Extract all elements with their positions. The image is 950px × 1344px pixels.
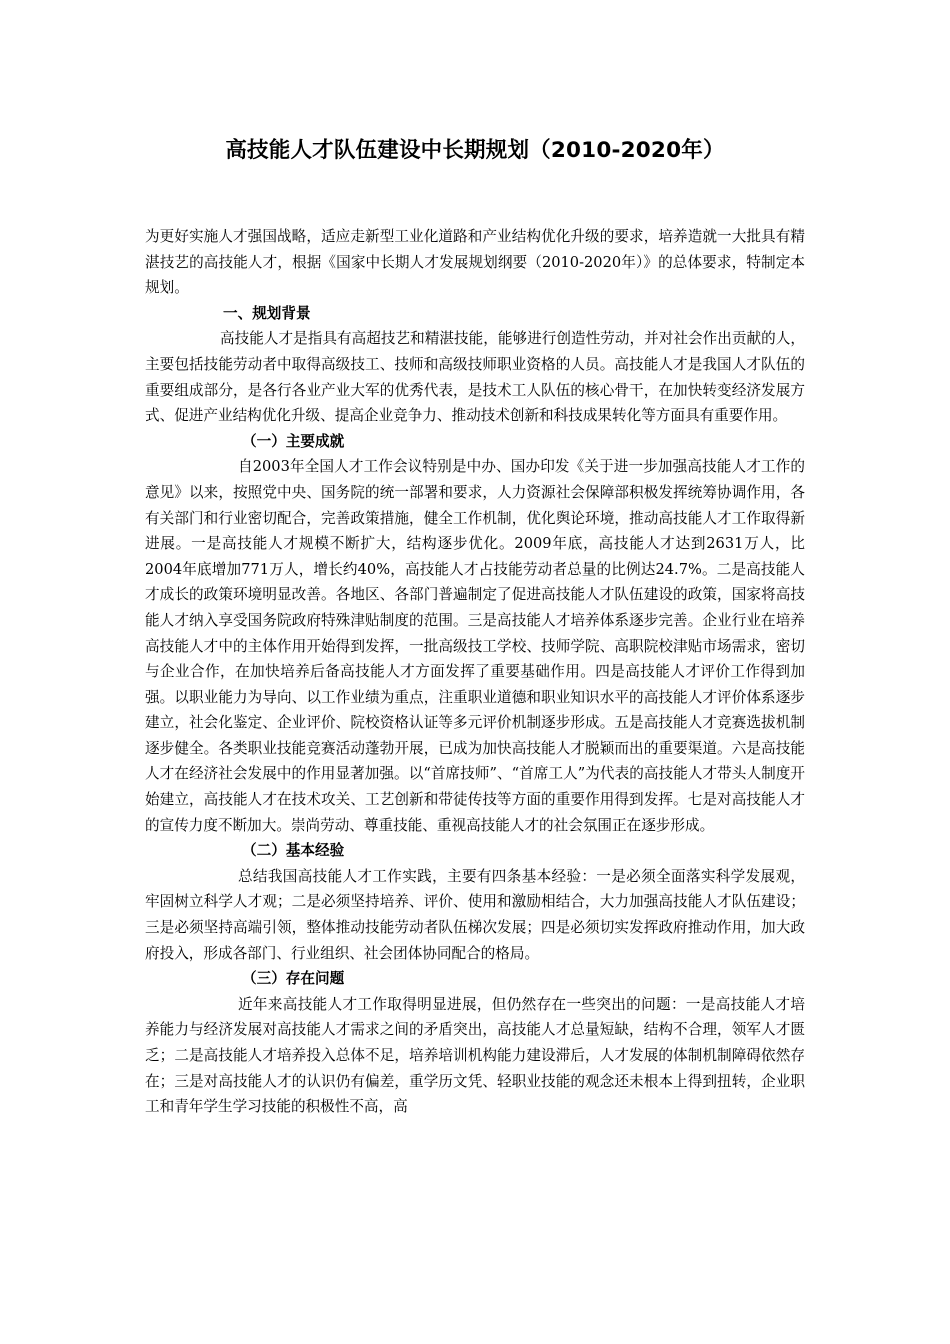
document-body — [145, 224, 805, 1120]
subsection-heading-experience: （二）基本经验 — [242, 842, 345, 860]
subsection-paragraph-problems: 近年来高技能人才工作取得明显进展，但仍然存在一些突出的问题：一是高技能人才培养能力与经济发展对高技能人才需求之间的矛盾突出，高技能人才总量短缺，结构不合理，领军人才匮乏；二是高技能人才培养投入总体不足，培养培训机构能力建设滞后，人才发展的体制机制障碍依然存在；三是对高技能人才的认识仍有偏差，重学历文凭、轻职业技能的观念还未根本上得到扭转，企业职工和青年学生学习技能的积极性不高，高 — [145, 995, 805, 1116]
section-paragraph-background: 高技能人才是指具有高超技艺和精湛技能，能够进行创造性劳动，并对社会作出贡献的人，主要包括技能劳动者中取得高级技工、技师和高级技师职业资格的人员。高技能人才是我国人才队伍的重要组成部分，是各行各业产业大军的优秀代表，是技术工人队伍的核心骨干，在加快转变经济发展方式、促进产业结构优化升级、提高企业竞争力、推动技术创新和科技成果转化等方面具有重要作用。 — [145, 330, 805, 425]
subsection-heading-achievements: （一）主要成就 — [242, 432, 345, 450]
section-heading-background: 一、规划背景 — [223, 304, 311, 322]
intro-paragraph: 为更好实施人才强国战略，适应走新型工业化道路和产业结构优化升级的要求，培养造就一大批具有精湛技艺的高技能人才，根据《国家中长期人才发展规划纲要（2010-2020年）》的总体要求，特制定本规划。 — [145, 228, 805, 297]
document-title: 高技能人才队伍建设中长期规划（2010-2020年） — [225, 138, 725, 163]
subsection-paragraph-experience: 总结我国高技能人才工作实践，主要有四条基本经验：一是必须全面落实科学发展观，牢固树立科学人才观；二是必须坚持培养、评价、使用和激励相结合，大力加强高技能人才队伍建设；三是必须坚持高端引领，整体推动技能劳动者队伍梯次发展；四是必须切实发挥政府推动作用，加大政府投入，形成各部门、行业组织、社会团体协同配合的格局。 — [145, 867, 805, 962]
subsection-heading-problems: （三）存在问题 — [242, 970, 345, 988]
subsection-paragraph-achievements: 自2003年全国人才工作会议特别是中办、国办印发《关于进一步加强高技能人才工作的意见》以来，按照党中央、国务院的统一部署和要求，人力资源社会保障部积极发挥统筹协调作用，各有关部门和行业密切配合，完善政策措施，健全工作机制，优化舆论环境，推动高技能人才工作取得新进展。一是高技能人才规模不断扩大，结构逐步优化。2009年底，高技能人才达到2631万人，比2004年底增加771万人，增长约40%，高技能人才占技能劳动者总量的比例达24.7%。二是高技能人才成长的政策环境明显改善。各地区、各部门普遍制定了促进高技能人才队伍建设的政策，国家将高技能人才纳入享受国务院政府特殊津贴制度的范围。三是高技能人才培养体系逐步完善。企业行业在培养高技能人才中的主体作用开始得到发挥，一批高级技工学校、技师学院、高职院校津贴市场需求，密切与企业合作，在加快培养后备高技能人才方面发挥了重要基础作用。四是高技能人才评价工作得到加强。以职业能力为导向、以工作业绩为重点，注重职业道德和职业知识水平的高技能人才评价体系逐步建立，社会化鉴定、企业评价、院校资格认证等多元评价机制逐步形成。五是高技能人才竞赛选拔机制逐步健全。各类职业技能竞赛活动蓬勃开展，已成为加快高技能人才脱颖而出的重要渠道。六是高技能人才在经济社会发展中的作用显著加强。以“首席技师”、“首席工人”为代表的高技能人才带头人制度开始建立，高技能人才在技术攻关、工艺创新和带徒传技等方面的重要作用得到发挥。七是对高技能人才的宣传力度不断加大。崇尚劳动、尊重技能、重视高技能人才的社会氛围正在逐步形成。 — [145, 458, 805, 834]
